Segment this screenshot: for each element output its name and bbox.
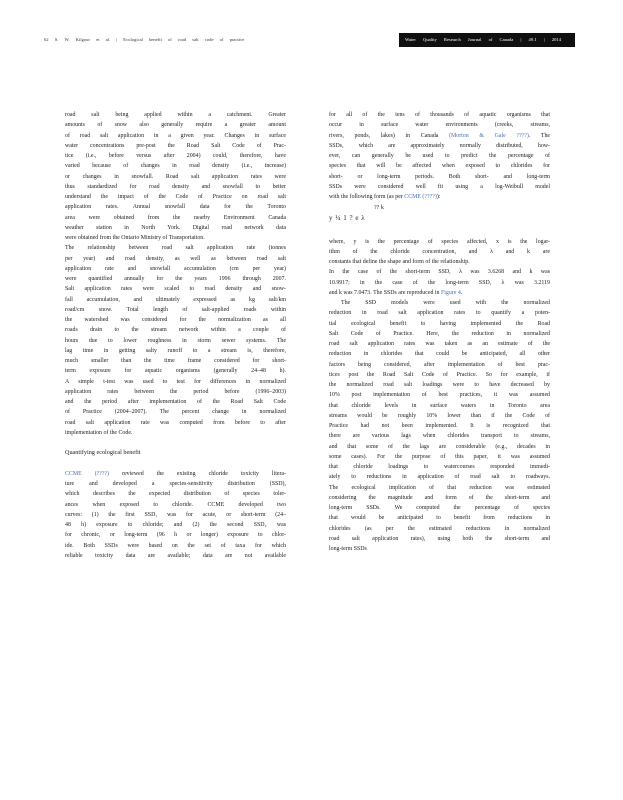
section-heading: Quantifying ecological benefit [65, 449, 141, 457]
text-line: much smaller than the time frame considered for short- [65, 358, 286, 364]
text-line: of Practice (2004–2007). The percent change in normalized [65, 409, 286, 416]
text-line: where, y is the percentage of species affected, x is the logar- [329, 238, 550, 245]
text-line: Salt application rates were scaled to road density and snow- [65, 286, 286, 293]
text-line: roads drain to the stream network within a couple of [65, 327, 286, 334]
weibull-formula [329, 202, 550, 226]
text-line: rivers, ponds, lakes) in Canada (Morton & Gale ????). The [329, 132, 550, 139]
text-line: reliable toxicity data are available; data are not available [65, 552, 286, 559]
text-line: road salt being applied within a catchment. Greater [65, 112, 286, 118]
text-line: with the following form (as per CCME (????)): [329, 194, 441, 200]
text-line: long-term SSDs [329, 546, 367, 552]
text-line: 48 h) exposure to chloride; and (2) the second SSD₂ was [65, 522, 286, 528]
text-line: road salt application rate was computed from before to after [65, 419, 286, 426]
text-line: short- or long-term periods. Both short- and long-term [329, 173, 550, 180]
text-line: 10.9917; in the case of the long-term SSD, λ was 3.2119 [329, 279, 550, 286]
text-line: ithm of the chloride concentration, and λ and k are [329, 248, 550, 255]
text-line: water concentrations pre-post the Road Salt Code of Prac- [65, 142, 286, 149]
text-line: In the case of the short-term SSD, λ was 3.6268 and k was [329, 269, 550, 276]
text-line: chlorides (as per the estimated reductions in normalized [329, 525, 550, 532]
text-line: Salt Code of Practice. Here, the reduction in normalized [329, 330, 550, 337]
text-line: understand the impact of the Code of Practice on road salt [65, 194, 286, 200]
text-line: term exposure for aquatic organisms (generally 24–48 h). [65, 368, 286, 375]
text-line: that chloride levels in surface waters in Toronto area [329, 402, 550, 409]
text-line: The SSD models were used with the normalized [341, 300, 550, 306]
text-line: and the period after implementation of the Road Salt Code [65, 399, 286, 405]
text-line: of road salt application in a given year. Changes in surface [65, 132, 286, 139]
text-line: or changes in snowfall. Road salt application rates were [65, 173, 286, 180]
text-line: thus standardized for road density and snowfall to better [65, 183, 286, 190]
blank-line [65, 438, 286, 448]
text-line: per year) and road density, as well as between road salt [65, 255, 286, 262]
text-line: The ecological implication of that reduction was estimated [329, 484, 550, 491]
text-line: lag time in getting salty runoff to a stream is, therefore, [65, 347, 286, 354]
text-line: which describes the expected distribution of species toler- [65, 491, 286, 498]
text-line: application rate and snowfall accumulation (cm per year) [65, 265, 286, 272]
text-line: ances when exposed to chloride. CCME developed two [65, 501, 286, 508]
citation-link[interactable]: CCME (????) [404, 194, 437, 200]
text-line: reduction in road salt application rates to quantify a poten- [329, 310, 550, 317]
text-line: tice (i.e., before versus after 2004) could, therefore, have [65, 153, 286, 159]
text-line: and that some of the lags are considerable (e.g., decades in [329, 443, 550, 450]
text-line: tices post the Road Salt Code of Practice. So for example, if [329, 371, 550, 378]
left-column [65, 110, 286, 561]
formula-exponent: ?? k [374, 205, 384, 212]
text-line: amounts of snow also generally require a greater amount [65, 122, 286, 129]
text-line: constants that define the shape and form of the relationship. [329, 259, 470, 265]
text-line: varied because of changes in road density (i.e., increase) [65, 163, 286, 170]
citation-link[interactable]: (Morton & Gale ????) [449, 132, 529, 139]
text-line: Practice had not been implemented. It is recognized that [329, 423, 550, 429]
text-line: hours due to lower roughness in storm sewer systems. The [65, 337, 286, 344]
text-line: 10% post implementation of best practices, it was assumed [329, 392, 550, 399]
text-line: ately to reductions in application of road salt to roadways. [329, 474, 550, 481]
text-line: for chronic, or long-term (96 h or longer) exposure to chlor- [65, 532, 286, 539]
text-line: reduction in chlorides that could be anticipated, all other [329, 351, 550, 358]
text-line: application rates. Annual snowfall data for the Toronto [65, 204, 286, 211]
text-line: implementation of the Code. [65, 429, 133, 436]
text-line: that chloride loadings to watercourses responded immedi- [329, 464, 550, 470]
text-line: long-term SSDs. We computed the percentage of species [329, 505, 550, 511]
text-line: ture and developed a species-sensitivity distribution (SSD), [65, 481, 286, 487]
citation-link[interactable]: CCME (????) [65, 470, 110, 477]
text-line: tial ecological benefit to having implemented the Road [329, 320, 550, 327]
text-line: fall accumulation, and ultimately expressed as kg salt/km [65, 296, 286, 303]
text-line: SSDs, which are approximately normally distributed, how- [329, 142, 550, 149]
text-line: CCME (????) reviewed the existing chloride toxicity litera- [65, 470, 286, 477]
text-line: ever, can generally be used to predict the percentage of [329, 153, 550, 159]
text-line: the normalized road salt loadings were to have decreased by [329, 382, 550, 388]
text-line: curves: (1) the first SSD₁ was for acute, or short-term (24– [65, 511, 286, 518]
right-column [329, 110, 550, 554]
text-line: occur in surface water environments (creeks, streams, [329, 122, 550, 129]
journal-banner: Water Quality Research Journal of Canada | 49.1 | 2014 [399, 33, 575, 47]
citation-link[interactable]: Figure 4 [440, 289, 461, 296]
text-line: were obtained from the Ontario Ministry of Transportation. [65, 235, 205, 241]
text-line: and k was 7.0473. The SSDs are reproduced in Figure 4. [329, 289, 463, 296]
text-line: A simple t-test was used to test for differences in normalized [65, 378, 286, 385]
text-line: weather station in North York. Digital road network data [65, 224, 286, 231]
text-line: road salt application rates was taken as an estimate of the [329, 341, 550, 347]
text-line: road salt application rates), using both the short-term and [329, 535, 550, 542]
text-line: application rates between the period before (1996–2003) [65, 388, 286, 395]
text-line: considering the magnitude and form of the short-term and [329, 494, 550, 501]
text-line: were quantified annually for the years 1996 through 2007. [65, 276, 286, 282]
text-line: the watershed was considered for the normalization as all [65, 317, 286, 323]
text-line: factors being considered, after implementation of best prac- [329, 361, 550, 368]
text-line: that would be anticipated to benefit from reductions in [329, 515, 550, 522]
text-line: for all of the tens of thousands of aquatic organisms that [329, 112, 550, 118]
text-line: species that will be affected when exposed to chlorides for [329, 163, 550, 170]
text-line: ide. Both SSDs were based on the set of taxa for which [65, 542, 286, 549]
text-line: The relationship between road salt application rate (tonnes [65, 245, 286, 252]
running-header: 62 S. W. Kilgour et al. | Ecological benefit of road salt code of practice [44, 37, 245, 42]
text-line: there are various lags when chlorides transport to streams, [329, 433, 550, 440]
blank-line [65, 459, 286, 469]
text-line: area were obtained from the nearby Environment Canada [65, 214, 286, 221]
text-line: SSDs were considered well fit using a log-Weibull model [329, 183, 550, 190]
text-line: some cases). For the purpose of this paper, it was assumed [329, 453, 550, 460]
formula-main: y ¼ 1 ? e λ [329, 214, 366, 223]
text-line: road/cm snow. Total length of salt-applied roads within [65, 306, 286, 313]
text-line: streams would be roughly 10% lower than if the Code of [329, 412, 550, 419]
